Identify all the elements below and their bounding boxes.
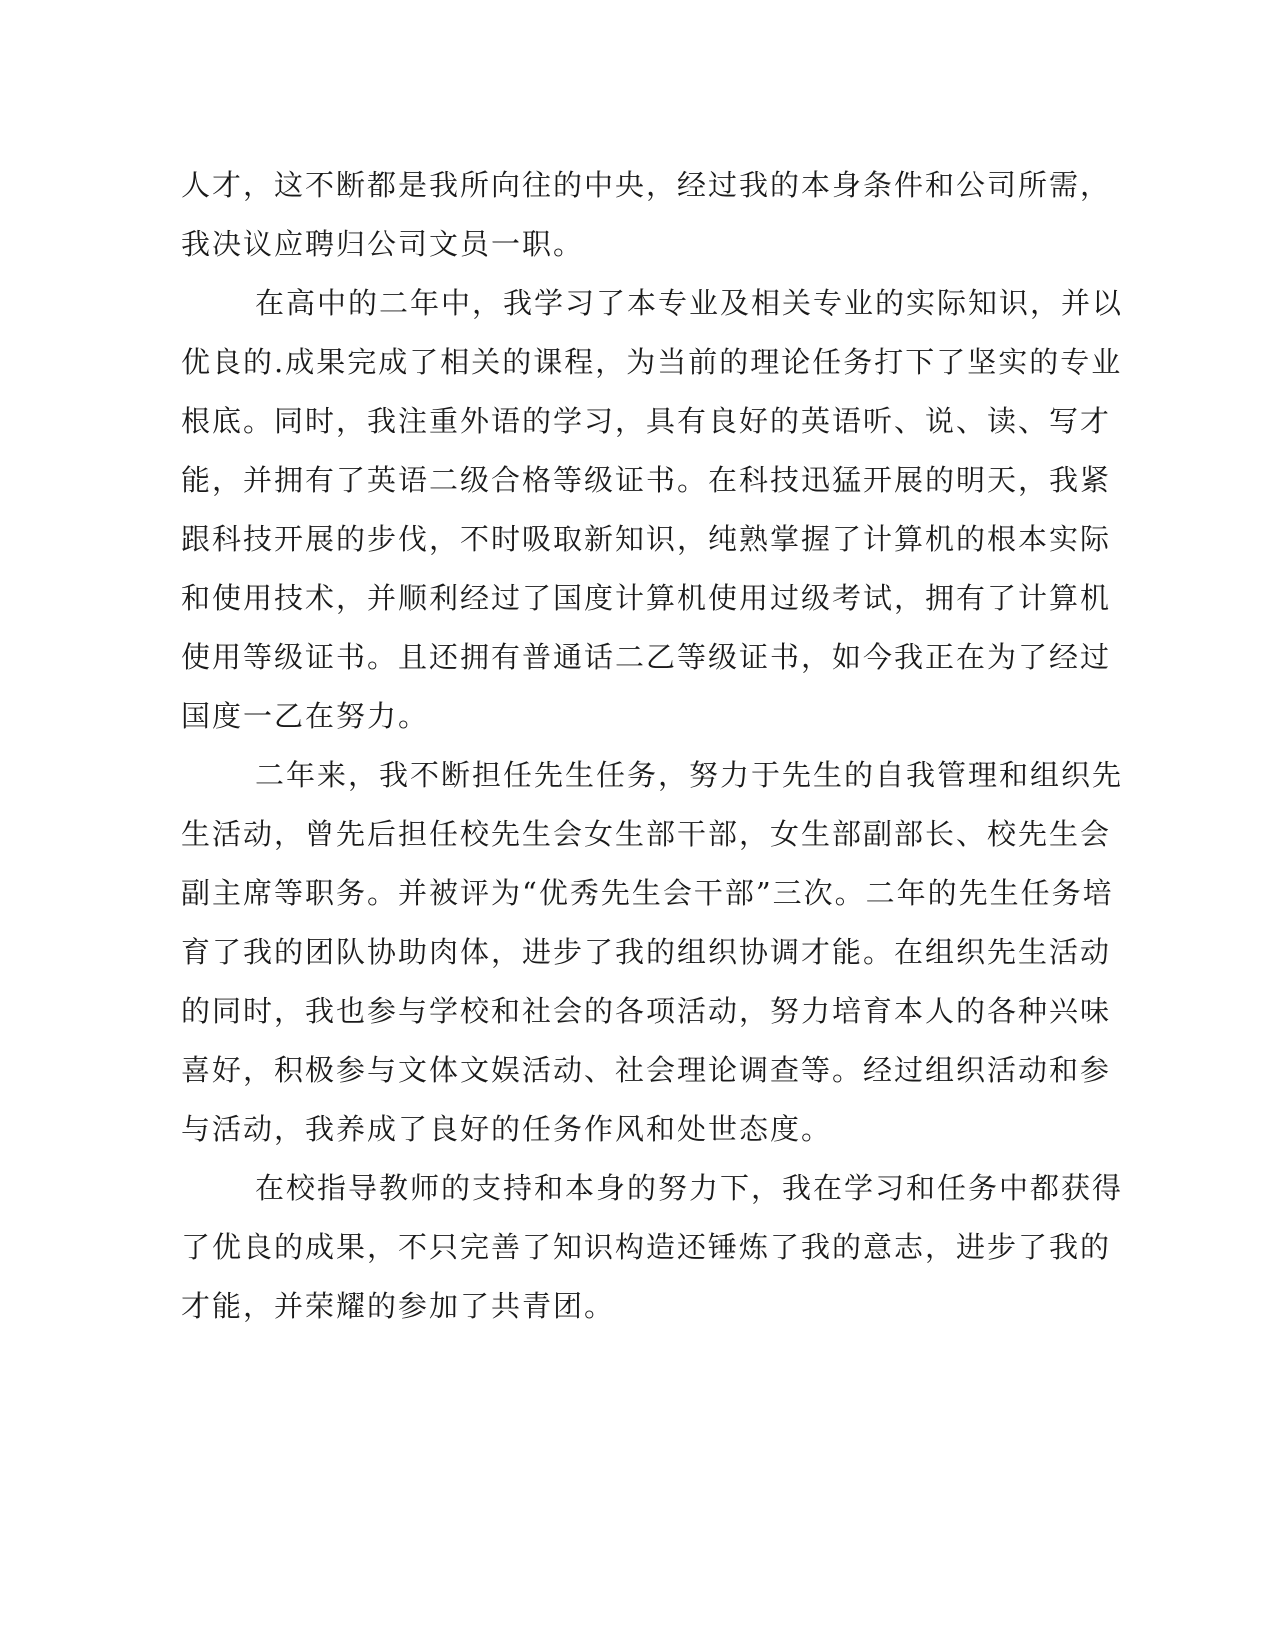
text-line-first: 在高中的二年中，我学习了本专业及相关专业的实际知识，并以 [255, 286, 1124, 320]
text-line: 和使用技术，并顺利经过了国度计算机使用过级考试，拥有了计算机 [181, 581, 1112, 615]
paragraph [181, 746, 1124, 1159]
text-line: 才能，并荣耀的参加了共青团。 [181, 1289, 616, 1323]
text-line: 喜好，积极参与文体文娱活动、社会理论调查等。经过组织活动和参 [181, 1053, 1112, 1087]
text-line: 使用等级证书。且还拥有普通话二乙等级证书，如今我正在为了经过 [181, 640, 1112, 674]
text-line: 人才，这不断都是我所向往的中央，经过我的本身条件和公司所需， [181, 168, 1112, 202]
text-line: 生活动，曾先后担任校先生会女生部干部，女生部副部长、校先生会 [181, 817, 1112, 851]
text-line: 与活动，我养成了良好的任务作风和处世态度。 [181, 1112, 833, 1146]
text-line: 优良的.成果完成了相关的课程，为当前的理论任务打下了坚实的专业 [181, 345, 1123, 379]
text-line: 国度一乙在努力。 [181, 699, 430, 733]
text-line: 的同时，我也参与学校和社会的各项活动，努力培育本人的各种兴味 [181, 994, 1112, 1028]
text-line-first: 二年来，我不断担任先生任务，努力于先生的自我管理和组织先 [255, 758, 1124, 792]
paragraph [181, 156, 1112, 274]
paragraph [181, 1159, 1124, 1336]
text-line: 了优良的成果，不只完善了知识构造还锤炼了我的意志，进步了我的 [181, 1230, 1112, 1264]
paragraph [181, 274, 1124, 746]
text-line: 我决议应聘归公司文员一职。 [181, 227, 585, 261]
text-line-first: 在校指导教师的支持和本身的努力下，我在学习和任务中都获得 [255, 1171, 1124, 1205]
text-line: 跟科技开展的步伐，不时吸取新知识，纯熟掌握了计算机的根本实际 [181, 522, 1112, 556]
text-line: 根底。同时，我注重外语的学习，具有良好的英语听、说、读、写才 [181, 404, 1112, 438]
text-line: 育了我的团队协助肉体，进步了我的组织协调才能。在组织先生活动 [181, 935, 1112, 969]
body-text [181, 156, 1124, 1336]
text-line: 副主席等职务。并被评为“优秀先生会干部”三次。二年的先生任务培 [181, 876, 1114, 910]
text-line: 能，并拥有了英语二级合格等级证书。在科技迅猛开展的明天，我紧 [181, 463, 1112, 497]
